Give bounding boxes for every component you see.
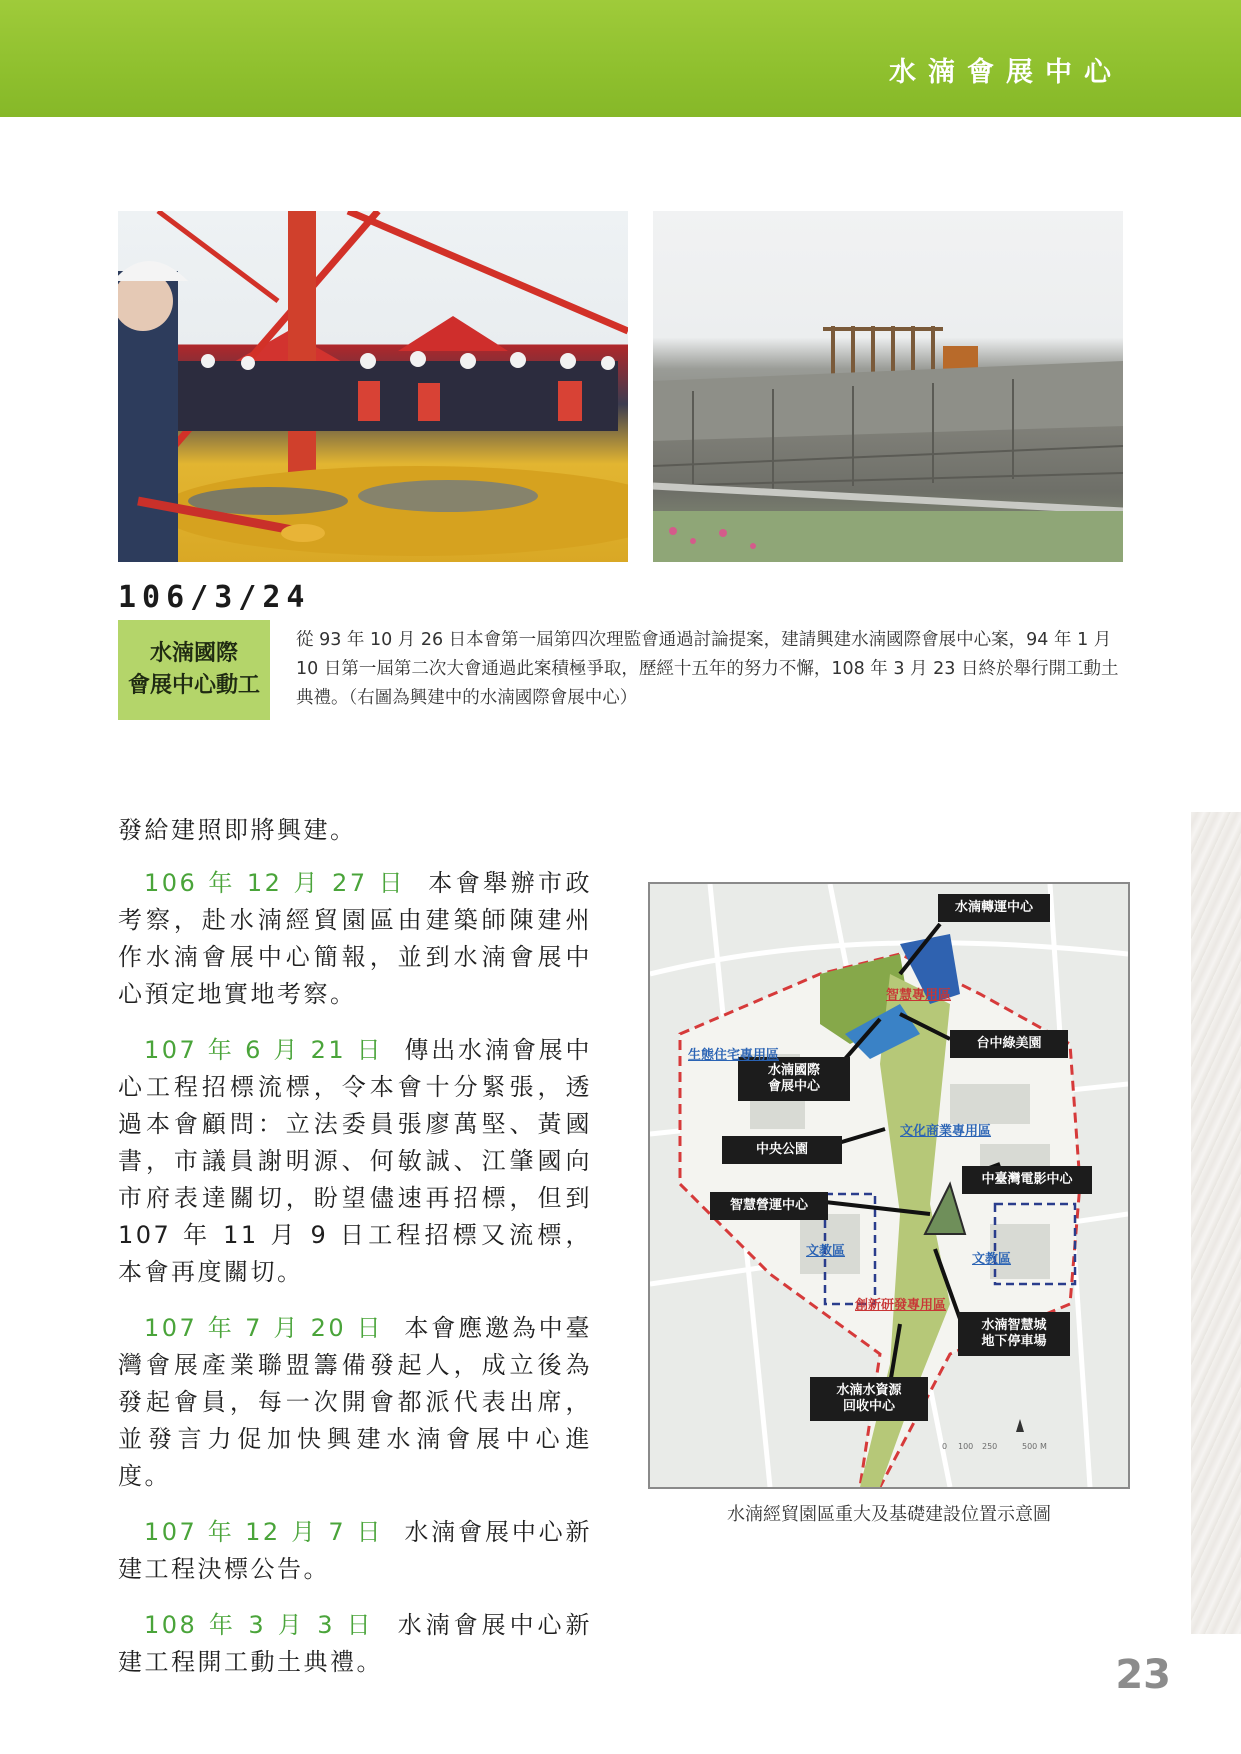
entry-text: 水湳會展中心新建工程開工動土典禮。 bbox=[118, 1611, 592, 1676]
timeline-entry bbox=[118, 1607, 592, 1681]
entry-text: 本會應邀為中臺灣會展產業聯盟籌備發起人，成立後為發起會員，每一次開會都派代表出席，並發言力促加快興建水湳會展中心進度。 bbox=[118, 1314, 593, 1490]
entry-text: 傳出水湳會展中心工程招標流標，令本會十分緊張，透過本會顧問：立法委員張廖萬堅、黃國書，市議員謝明源、何敏誠、江肇國向市府表達關切，盼望儘速再招標，但到 107 年 11 月 9 日工程招標又流標，本會再度關切。 bbox=[118, 1036, 593, 1286]
entry-date: 106 年 12 月 27 日 bbox=[144, 869, 407, 897]
map-zone-eco-residential: 生態住宅專用區 bbox=[688, 1048, 780, 1063]
map-caption: 水湳經貿園區重大及基礎建設位置示意圖 bbox=[727, 1504, 1051, 1525]
map-label-parking: 水湳智慧城 地下停車場 bbox=[958, 1312, 1070, 1356]
feature-label-line2: 會展中心動工 bbox=[127, 673, 260, 698]
lead-text: 發給建照即將興建。 bbox=[118, 816, 357, 844]
map-zone-edu-right: 文教區 bbox=[972, 1252, 1012, 1267]
map-zone-innovation: 創新研發專用區 bbox=[855, 1298, 947, 1313]
map-label-smart-ops: 智慧營運中心 bbox=[710, 1192, 828, 1220]
groundbreaking-photo bbox=[118, 211, 628, 562]
map-label-water: 水湳水資源 回收中心 bbox=[810, 1377, 928, 1421]
timeline-entry bbox=[118, 865, 592, 1013]
entry-date: 107 年 12 月 7 日 bbox=[144, 1518, 384, 1546]
map-zone-smart: 智慧專用區 bbox=[886, 988, 952, 1003]
decorative-paper-strip bbox=[1191, 812, 1241, 1634]
timeline-column bbox=[118, 812, 592, 1700]
map-zone-edu-left: 文教區 bbox=[806, 1244, 846, 1259]
map-label-transit: 水湳轉運中心 bbox=[938, 894, 1050, 922]
entry-date: 108 年 3 月 3 日 bbox=[144, 1611, 375, 1639]
map-label-film: 中臺灣電影中心 bbox=[962, 1166, 1092, 1194]
timeline-entry bbox=[118, 1514, 592, 1588]
feature-date: 106/3/24 bbox=[118, 580, 311, 615]
scale-unit: M bbox=[1040, 1442, 1047, 1451]
feature-caption: 從 93 年 10 月 26 日本會第一屆第四次理監會通過討論提案，建請興建水湳國際會展中心案，94 年 1 月 10 日第一屆第二次大會通過此案積極爭取，歷經十五年的努力不懈，108 年 3 月 23 日終於舉行開工動土典禮。（右圖為興建中的水湳國際會展中心） bbox=[296, 630, 1119, 708]
page-number: 23 bbox=[1115, 1652, 1171, 1698]
scale-tick: 500 bbox=[1022, 1442, 1038, 1451]
map-label-green-museum: 台中綠美園 bbox=[950, 1030, 1068, 1058]
timeline-entry bbox=[118, 1032, 592, 1291]
scale-tick: 0 bbox=[942, 1442, 948, 1451]
feature-label-line1: 水湳國際 bbox=[149, 641, 238, 666]
scale-tick: 100 bbox=[958, 1442, 974, 1451]
map-label-convention: 水湳國際 會展中心 bbox=[738, 1057, 850, 1101]
entry-date: 107 年 6 月 21 日 bbox=[144, 1036, 384, 1064]
timeline-entry bbox=[118, 1310, 592, 1495]
entry-text: 本會舉辦市政考察，赴水湳經貿園區由建築師陳建州作水湳會展中心簡報，並到水湳會展中心預定地實地考察。 bbox=[118, 869, 592, 1008]
construction-site-photo bbox=[653, 211, 1123, 562]
entry-date: 107 年 7 月 20 日 bbox=[144, 1314, 384, 1342]
map-zone-culture-business: 文化商業專用區 bbox=[900, 1124, 992, 1139]
entry-text: 水湳會展中心新建工程決標公告。 bbox=[118, 1518, 593, 1583]
map-label-central-park: 中央公園 bbox=[722, 1136, 842, 1164]
scale-tick: 250 bbox=[982, 1442, 998, 1451]
feature-label-box bbox=[118, 620, 270, 720]
site-map bbox=[648, 882, 1130, 1489]
chapter-title: 水湳會展中心 bbox=[889, 57, 1123, 88]
